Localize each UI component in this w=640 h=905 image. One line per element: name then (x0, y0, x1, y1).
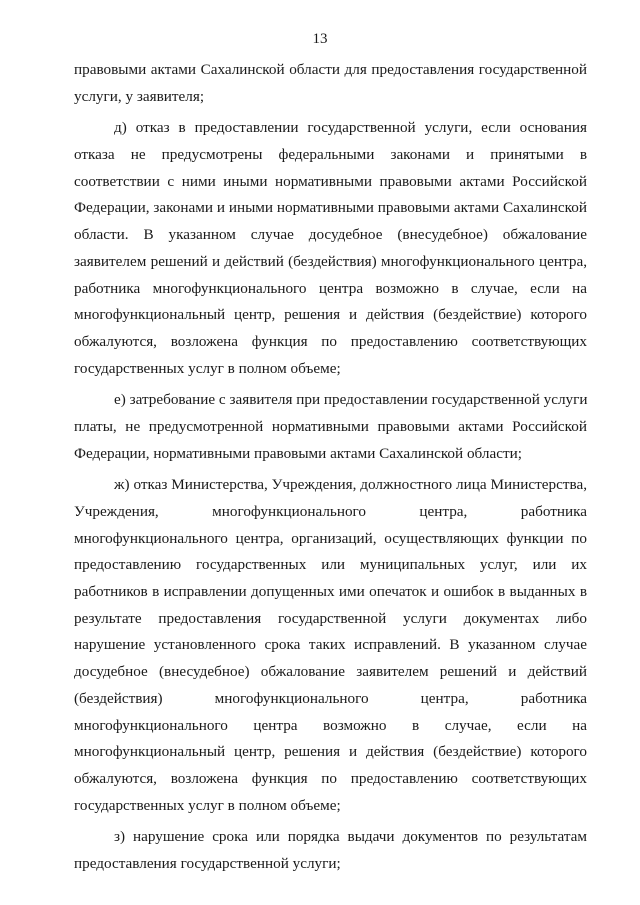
text-line: Федерации, нормативными правовыми актами Сахалинской области; (74, 444, 522, 462)
text-line: Федерации, законами и иными нормативными правовыми актами Сахалинской (74, 199, 587, 217)
text-line: предоставлению государственных или муниципальных услуг, или их (74, 556, 587, 574)
text-line: многофункционального центра, организаций, осуществляющих функции по (74, 529, 587, 547)
text-line: ж) отказ Министерства, Учреждения, должностного лица Министерства, (114, 476, 587, 494)
page-number: 13 (312, 31, 328, 47)
text-line: услуги, у заявителя; (74, 87, 205, 105)
text-line: работника многофункционального центра возможно в случае, если на (74, 279, 587, 297)
text-line: Учреждения, многофункционального центра, работника (74, 503, 587, 520)
text-line: заявителем решений и действий (бездействия) многофункционального центра, (74, 252, 587, 270)
text-line: платы, не предусмотренной нормативными правовыми актами Российской (74, 417, 587, 435)
text-line: государственных услуг в полном объеме; (74, 796, 341, 814)
text-line: соответствии с ними иными нормативными правовыми актами Российской (74, 172, 587, 190)
text-line: нарушение установленного срока таких исправлений. В указанном случае (74, 636, 587, 654)
text-line: многофункциональный центр, решения и действия (бездействие) которого (74, 306, 587, 324)
text-line: обжалуются, возложена функция по предоставлению соответствующих (74, 332, 587, 350)
paragraph-item-d (74, 115, 587, 382)
text-line: многофункционального центра возможно в случае, если на (74, 716, 587, 734)
text-line: области. В указанном случае досудебное (внесудебное) обжалование (74, 226, 587, 244)
paragraph-item-z (74, 824, 587, 877)
text-line: отказа не предусмотрены федеральными законами и принятыми в (74, 146, 587, 164)
text-line: е) затребование с заявителя при предоставлении государственной услуги (114, 391, 588, 409)
text-line: предоставления государственной услуги; (74, 854, 341, 872)
text-line: результате предоставления государственной услуги документах либо (74, 609, 587, 627)
text-line: государственных услуг в полном объеме; (74, 359, 341, 377)
paragraph-item-e (74, 387, 587, 467)
text-line: (бездействия) многофункционального центра, работника (74, 689, 587, 707)
document-body (74, 57, 587, 878)
text-line: досудебное (внесудебное) обжалование заявителем решений и действий (74, 663, 587, 681)
text-line: обжалуются, возложена функция по предоставлению соответствующих (74, 769, 587, 787)
text-line: работников в исправлении допущенных ими опечаток и ошибок в выданных в (74, 583, 587, 601)
text-line: правовыми актами Сахалинской области для предоставления государственной (74, 61, 587, 78)
paragraph-item-zh (74, 472, 587, 819)
text-line: д) отказ в предоставлении государственной услуги, если основания (114, 119, 587, 137)
paragraph-continuation (74, 57, 587, 110)
text-line: многофункциональный центр, решения и действия (бездействие) которого (74, 743, 587, 761)
text-line: з) нарушение срока или порядка выдачи документов по результатам (114, 828, 587, 846)
